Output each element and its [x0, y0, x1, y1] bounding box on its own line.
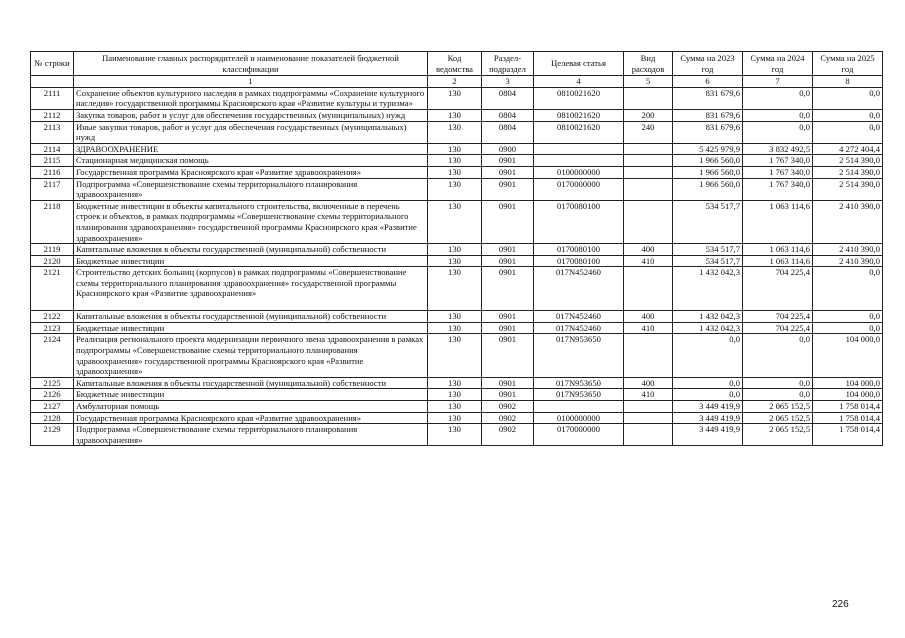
row-name: Бюджетные инвестиции: [74, 389, 428, 401]
table-row: [31, 109, 883, 121]
row-target-article: 017N953650: [534, 334, 624, 377]
row-name: Государственная программа Красноярского края «Развитие здравоохранения»: [74, 412, 428, 424]
row-sum-2024: 0,0: [743, 109, 813, 121]
row-sum-2023: 831 679,6: [673, 121, 743, 143]
row-target-article: 0810021620: [534, 109, 624, 121]
row-target-article: 017N452460: [534, 322, 624, 334]
column-number: 6: [673, 76, 743, 88]
row-number: 2129: [31, 424, 74, 446]
row-number: 2122: [31, 311, 74, 323]
table-row: [31, 244, 883, 256]
row-name: Реализация регионального проекта модернизации первичного звена здравоохранения в рамках подпрограммы «Совершенствование схемы территориального планирования здравоохранения» государственной программы Красноярского края «Развитие здравоохранения»: [74, 334, 428, 377]
row-section: 0902: [482, 401, 534, 413]
row-expense-type: 400: [624, 311, 673, 323]
row-sum-2025: 104 000,0: [813, 389, 883, 401]
header-section: Раздел-подраздел: [482, 52, 534, 76]
row-expense-type: [624, 200, 673, 243]
row-dept-code: 130: [428, 389, 482, 401]
row-sum-2023: 3 449 419,9: [673, 412, 743, 424]
row-sum-2024: 1 767 340,0: [743, 155, 813, 167]
row-sum-2023: 534 517,7: [673, 255, 743, 267]
column-number: 1: [74, 76, 428, 88]
row-dept-code: 130: [428, 334, 482, 377]
row-number: 2125: [31, 377, 74, 389]
row-target-article: 0170000000: [534, 178, 624, 200]
row-dept-code: 130: [428, 244, 482, 256]
row-section: 0901: [482, 178, 534, 200]
row-sum-2023: 0,0: [673, 389, 743, 401]
row-target-article: [534, 401, 624, 413]
row-dept-code: 130: [428, 121, 482, 143]
row-target-article: 017N452460: [534, 311, 624, 323]
row-sum-2024: 2 065 152,5: [743, 412, 813, 424]
row-dept-code: 130: [428, 377, 482, 389]
row-expense-type: [624, 267, 673, 311]
row-sum-2023: 1 432 042,3: [673, 267, 743, 311]
row-number: 2111: [31, 87, 74, 109]
table-row: [31, 178, 883, 200]
row-sum-2025: 0,0: [813, 121, 883, 143]
row-expense-type: 410: [624, 255, 673, 267]
header-name: Паименование главных распорядителей и наименование показателей бюджетной классификации: [74, 52, 428, 76]
row-sum-2024: 0,0: [743, 87, 813, 109]
row-number: 2115: [31, 155, 74, 167]
row-sum-2024: 0,0: [743, 121, 813, 143]
row-section: 0901: [482, 322, 534, 334]
row-target-article: [534, 155, 624, 167]
row-sum-2025: 0,0: [813, 109, 883, 121]
row-number: 2127: [31, 401, 74, 413]
row-expense-type: 410: [624, 322, 673, 334]
row-sum-2024: 3 832 492,5: [743, 143, 813, 155]
row-number: 2117: [31, 178, 74, 200]
row-dept-code: 130: [428, 155, 482, 167]
row-section: 0901: [482, 244, 534, 256]
column-number: 8: [813, 76, 883, 88]
row-name: Амбулаторная помощь: [74, 401, 428, 413]
row-sum-2023: 0,0: [673, 377, 743, 389]
table-row: [31, 412, 883, 424]
row-target-article: 0170080100: [534, 244, 624, 256]
row-number: 2126: [31, 389, 74, 401]
row-expense-type: 400: [624, 377, 673, 389]
row-sum-2023: 534 517,7: [673, 244, 743, 256]
row-sum-2025: 2 410 390,0: [813, 255, 883, 267]
row-number: 2118: [31, 200, 74, 243]
row-section: 0901: [482, 334, 534, 377]
row-number: 2116: [31, 166, 74, 178]
row-sum-2025: 2 514 390,0: [813, 155, 883, 167]
row-sum-2024: 1 767 340,0: [743, 166, 813, 178]
row-sum-2025: 104 000,0: [813, 377, 883, 389]
row-sum-2025: 0,0: [813, 311, 883, 323]
row-expense-type: [624, 412, 673, 424]
row-section: 0901: [482, 255, 534, 267]
row-sum-2023: 3 449 419,9: [673, 401, 743, 413]
row-name: Стационарная медицинская помощь: [74, 155, 428, 167]
row-sum-2025: 0,0: [813, 87, 883, 109]
row-sum-2024: 2 065 152,5: [743, 424, 813, 446]
row-target-article: 017N953650: [534, 389, 624, 401]
row-sum-2024: 0,0: [743, 377, 813, 389]
row-expense-type: [624, 401, 673, 413]
row-sum-2025: 1 758 014,4: [813, 424, 883, 446]
row-section: 0901: [482, 377, 534, 389]
row-name: Подпрограмма «Совершенствование схемы территориального планирования здравоохранения»: [74, 178, 428, 200]
row-expense-type: [624, 334, 673, 377]
row-number: 2120: [31, 255, 74, 267]
row-name: Бюджетные инвестиции в объекты капитального строительства, включенные в перечень строек и объектов, в рамках подпрограммы «Совершенствование схемы территориального планирования здравоохранения» государственной программы Красноярского края «Развитие здравоохранения»: [74, 200, 428, 243]
table-row: [31, 424, 883, 446]
row-target-article: 0100000000: [534, 412, 624, 424]
table-row: [31, 401, 883, 413]
row-name: Капитальные вложения в объекты государственной (муниципальной) собственности: [74, 311, 428, 323]
row-expense-type: [624, 166, 673, 178]
header-expense-type: Вид расходов: [624, 52, 673, 76]
row-target-article: 0810021620: [534, 121, 624, 143]
row-dept-code: 130: [428, 424, 482, 446]
budget-table: [30, 51, 883, 446]
row-name: Закупка товаров, работ и услуг для обеспечения государственных (муниципальных) нужд: [74, 109, 428, 121]
header-row-number: № строки: [31, 52, 74, 76]
row-sum-2025: 4 272 404,4: [813, 143, 883, 155]
row-expense-type: [624, 87, 673, 109]
row-target-article: 017N452460: [534, 267, 624, 311]
row-sum-2023: 1 966 560,0: [673, 166, 743, 178]
row-sum-2024: 0,0: [743, 389, 813, 401]
row-sum-2023: 831 679,6: [673, 109, 743, 121]
column-number: 5: [624, 76, 673, 88]
row-sum-2023: 0,0: [673, 334, 743, 377]
row-target-article: [534, 143, 624, 155]
row-dept-code: 130: [428, 322, 482, 334]
table-row: [31, 377, 883, 389]
row-sum-2024: 1 063 114,6: [743, 255, 813, 267]
row-sum-2024: 1 063 114,6: [743, 244, 813, 256]
column-number: [31, 76, 74, 88]
row-name: ЗДРАВООХРАНЕНИЕ: [74, 143, 428, 155]
row-sum-2025: 0,0: [813, 322, 883, 334]
row-dept-code: 130: [428, 267, 482, 311]
row-number: 2114: [31, 143, 74, 155]
row-expense-type: 410: [624, 389, 673, 401]
row-section: 0901: [482, 389, 534, 401]
row-number: 2121: [31, 267, 74, 311]
row-sum-2025: 2 410 390,0: [813, 244, 883, 256]
row-sum-2023: 5 425 979,9: [673, 143, 743, 155]
row-name: Бюджетные инвестиции: [74, 255, 428, 267]
row-name: Капитальные вложения в объекты государственной (муниципальной) собственности: [74, 377, 428, 389]
row-section: 0804: [482, 109, 534, 121]
column-number: 3: [482, 76, 534, 88]
table-row: [31, 200, 883, 243]
table-row: [31, 334, 883, 377]
row-section: 0901: [482, 200, 534, 243]
table-row: [31, 267, 883, 311]
row-section: 0900: [482, 143, 534, 155]
row-expense-type: 400: [624, 244, 673, 256]
row-sum-2025: 2 514 390,0: [813, 178, 883, 200]
row-sum-2024: 704 225,4: [743, 322, 813, 334]
row-section: 0901: [482, 311, 534, 323]
row-sum-2023: 831 679,6: [673, 87, 743, 109]
row-dept-code: 130: [428, 412, 482, 424]
row-name: Строительство детских больниц (корпусов) в рамках подпрограммы «Совершенствование схемы территориального планирования здравоохранения» государственной программы Красноярского края «Развитие здравоохранения»: [74, 267, 428, 311]
header-row: [31, 52, 883, 76]
table-row: [31, 121, 883, 143]
row-sum-2025: 0,0: [813, 267, 883, 311]
row-target-article: 0170080100: [534, 255, 624, 267]
row-dept-code: 130: [428, 255, 482, 267]
row-expense-type: [624, 178, 673, 200]
row-sum-2023: 1 432 042,3: [673, 322, 743, 334]
row-number: 2128: [31, 412, 74, 424]
row-sum-2024: 704 225,4: [743, 311, 813, 323]
row-sum-2025: 2 410 390,0: [813, 200, 883, 243]
row-name: Бюджетные инвестиции: [74, 322, 428, 334]
table-row: [31, 322, 883, 334]
row-expense-type: [624, 155, 673, 167]
row-sum-2024: 1 063 114,6: [743, 200, 813, 243]
row-dept-code: 130: [428, 401, 482, 413]
row-sum-2023: 1 966 560,0: [673, 155, 743, 167]
header-dept-code: Код ведомства: [428, 52, 482, 76]
row-dept-code: 130: [428, 311, 482, 323]
row-section: 0901: [482, 166, 534, 178]
column-number: 7: [743, 76, 813, 88]
row-sum-2025: 2 514 390,0: [813, 166, 883, 178]
row-section: 0902: [482, 412, 534, 424]
row-number: 2123: [31, 322, 74, 334]
header-sum-2023: Сумма на 2023 год: [673, 52, 743, 76]
table-row: [31, 255, 883, 267]
row-sum-2024: 0,0: [743, 334, 813, 377]
header-sum-2025: Сумма на 2025 год: [813, 52, 883, 76]
header-target-article: Целевая статья: [534, 52, 624, 76]
row-sum-2024: 704 225,4: [743, 267, 813, 311]
row-number: 2112: [31, 109, 74, 121]
row-number: 2113: [31, 121, 74, 143]
row-name: Капитальные вложения в объекты государственной (муниципальной) собственности: [74, 244, 428, 256]
row-name: Иные закупки товаров, работ и услуг для обеспечения государственных (муниципальных) нужд: [74, 121, 428, 143]
row-number: 2124: [31, 334, 74, 377]
row-sum-2024: 2 065 152,5: [743, 401, 813, 413]
row-expense-type: 200: [624, 109, 673, 121]
row-target-article: 0810021620: [534, 87, 624, 109]
header-sum-2024: Сумма на 2024 год: [743, 52, 813, 76]
column-number: 2: [428, 76, 482, 88]
table-row: [31, 87, 883, 109]
row-section: 0804: [482, 121, 534, 143]
table-row: [31, 166, 883, 178]
table-row: [31, 389, 883, 401]
column-number: 4: [534, 76, 624, 88]
row-section: 0804: [482, 87, 534, 109]
row-target-article: 0170000000: [534, 424, 624, 446]
row-dept-code: 130: [428, 200, 482, 243]
row-target-article: 017N953650: [534, 377, 624, 389]
row-expense-type: [624, 143, 673, 155]
row-expense-type: 240: [624, 121, 673, 143]
row-dept-code: 130: [428, 87, 482, 109]
row-name: Сохранение объектов культурного наследия в рамках подпрограммы «Сохранение культурного наследия» государственной программы Красноярского края «Развитие культуры и туризма»: [74, 87, 428, 109]
row-section: 0901: [482, 155, 534, 167]
row-sum-2025: 104 000,0: [813, 334, 883, 377]
row-sum-2023: 1 432 042,3: [673, 311, 743, 323]
row-sum-2025: 1 758 014,4: [813, 412, 883, 424]
row-sum-2023: 3 449 419,9: [673, 424, 743, 446]
row-dept-code: 130: [428, 178, 482, 200]
row-dept-code: 130: [428, 166, 482, 178]
row-sum-2023: 534 517,7: [673, 200, 743, 243]
page-number: 226: [832, 599, 849, 610]
row-target-article: 0100000000: [534, 166, 624, 178]
row-dept-code: 130: [428, 109, 482, 121]
table-row: [31, 311, 883, 323]
row-dept-code: 130: [428, 143, 482, 155]
row-name: Подпрограмма «Совершенствование схемы территориального планирования здравоохранения»: [74, 424, 428, 446]
row-section: 0902: [482, 424, 534, 446]
row-number: 2119: [31, 244, 74, 256]
row-target-article: 0170080100: [534, 200, 624, 243]
table-row: [31, 143, 883, 155]
row-expense-type: [624, 424, 673, 446]
row-sum-2023: 1 966 560,0: [673, 178, 743, 200]
row-section: 0901: [482, 267, 534, 311]
row-name: Государственная программа Красноярского края «Развитие здравоохранения»: [74, 166, 428, 178]
table-row: [31, 155, 883, 167]
row-sum-2024: 1 767 340,0: [743, 178, 813, 200]
column-number-row: [31, 76, 883, 88]
row-sum-2025: 1 758 014,4: [813, 401, 883, 413]
